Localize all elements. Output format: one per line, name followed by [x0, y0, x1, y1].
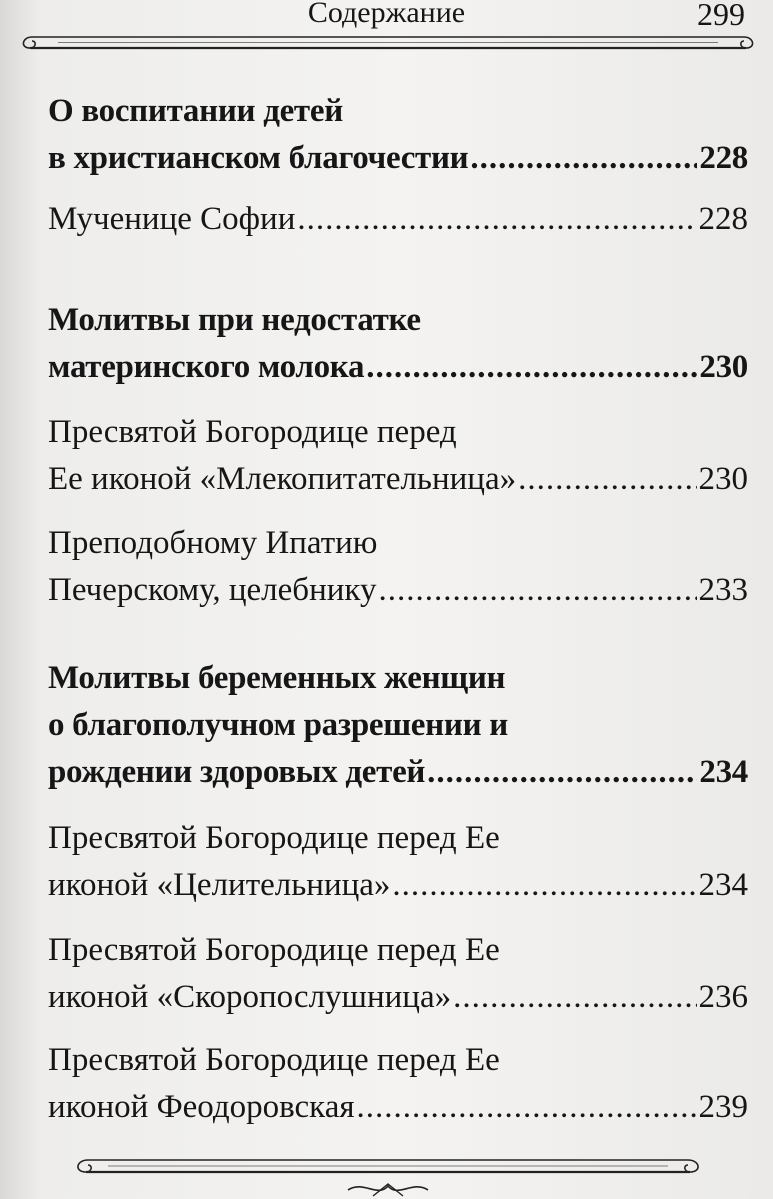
entry-page-number: 234	[699, 754, 748, 790]
entry-title-end: иконой «Скоропослушница»	[48, 979, 452, 1015]
entry-line: О воспитании детей	[48, 93, 343, 129]
entry-line: Молитвы при недостатке	[48, 302, 421, 338]
entry-last-line	[48, 862, 748, 909]
entry-page-number: 230	[699, 349, 748, 385]
entry-page-number: 233	[698, 572, 748, 608]
entry-line: Пресвятой Богородице перед Ее	[48, 932, 500, 968]
toc-entry-pregnant-women	[48, 655, 748, 796]
entry-last-line	[48, 135, 748, 182]
entry-page-number: 230	[698, 461, 748, 497]
entry-title-end: иконой «Целительница»	[48, 867, 391, 903]
entry-page-number: 228	[698, 201, 748, 237]
entry-title-end: Ее иконой «Млекопитательница»	[48, 461, 517, 497]
toc-entry-mlekopitatelnitsa	[48, 409, 748, 503]
toc-entry-skoroposlushnitsa	[48, 927, 748, 1021]
entry-page-number: 234	[698, 867, 748, 903]
entry-last-line	[48, 567, 748, 614]
leader-dots	[453, 974, 696, 1021]
toc-entry-feodorovskaya	[48, 1037, 748, 1131]
entry-title-end: рождении здоровых детей	[48, 754, 426, 790]
bottom-ornament	[18, 1150, 758, 1199]
leader-dots	[297, 196, 696, 243]
leader-dots	[392, 862, 696, 909]
entry-last-line	[48, 196, 748, 243]
entry-last-line	[48, 749, 748, 796]
entry-page-number: 239	[698, 1089, 748, 1125]
leader-dots	[366, 344, 697, 391]
toc-entry-milk-shortage	[48, 297, 748, 391]
toc-entry-upbringing	[48, 88, 748, 182]
top-ornament	[18, 28, 758, 54]
entry-last-line	[48, 344, 748, 391]
leader-dots	[378, 567, 696, 614]
toc-entry-hypatius	[48, 520, 748, 614]
header-title: Содержание	[307, 0, 466, 29]
entry-last-line	[48, 974, 748, 1021]
entry-title-end: иконой Феодоровская	[48, 1089, 355, 1125]
toc-entry-tselitelnitsa	[48, 815, 748, 909]
entry-line: Преподобному Ипатию	[48, 525, 378, 561]
entry-page-number: 236	[698, 979, 748, 1015]
leader-dots	[518, 456, 696, 503]
entry-last-line	[48, 1084, 748, 1131]
leader-dots	[357, 1084, 697, 1131]
leader-dots	[470, 135, 697, 182]
entry-last-line	[48, 456, 748, 503]
entry-line: о благополучном разрешении и	[48, 707, 508, 743]
entry-line: Пресвятой Богородице перед Ее	[48, 820, 500, 856]
entry-line: Молитвы беременных женщин	[48, 660, 506, 696]
entry-page-number: 228	[699, 140, 748, 176]
entry-title-end: материнского молока	[48, 349, 365, 385]
toc-entry-sophia	[48, 196, 748, 243]
entry-line: Пресвятой Богородице перед Ее	[48, 1042, 500, 1078]
entry-line: Пресвятой Богородице перед	[48, 414, 457, 450]
entry-title-end: в христианском благочестии	[48, 140, 469, 176]
leader-dots	[427, 749, 697, 796]
entry-title-end: Печерскому, целебнику	[48, 572, 377, 608]
header-page-number: 299	[697, 0, 745, 32]
entry-title-end: Мученице Софии	[48, 201, 296, 237]
